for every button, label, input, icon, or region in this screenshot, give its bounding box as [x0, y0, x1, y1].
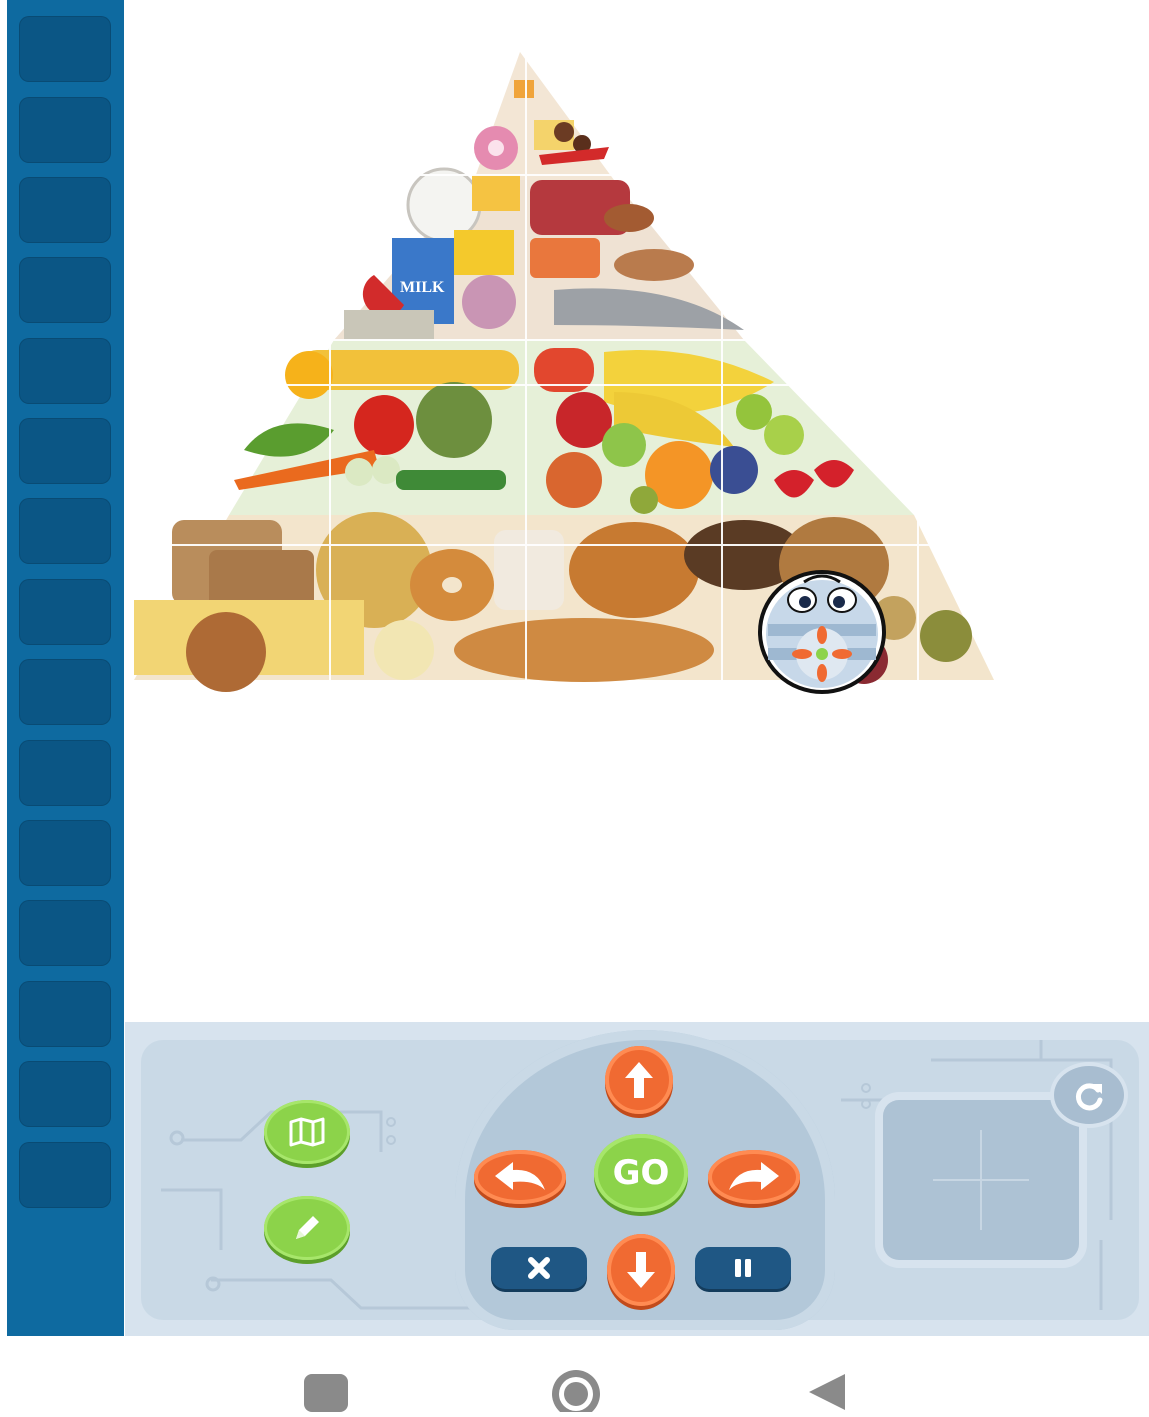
triangle-back-icon	[805, 1372, 849, 1412]
program-slot[interactable]	[19, 820, 111, 886]
reset-button[interactable]	[1054, 1066, 1124, 1124]
food-pyramid-mat[interactable]	[134, 40, 994, 700]
program-slot[interactable]	[19, 16, 111, 82]
home-button[interactable]	[548, 1370, 604, 1412]
clear-button[interactable]	[491, 1247, 587, 1289]
android-nav-bar	[0, 1336, 1149, 1412]
program-slot[interactable]	[19, 659, 111, 725]
circle-icon	[548, 1370, 604, 1412]
close-icon	[526, 1255, 552, 1281]
recents-button[interactable]	[304, 1374, 348, 1412]
pause-icon	[730, 1255, 756, 1281]
program-slot[interactable]	[19, 257, 111, 323]
pause-button[interactable]	[695, 1247, 791, 1289]
program-slot[interactable]	[19, 177, 111, 243]
edit-button[interactable]	[264, 1196, 350, 1260]
refresh-icon	[1072, 1078, 1106, 1112]
program-slot[interactable]	[19, 900, 111, 966]
program-slot[interactable]	[19, 97, 111, 163]
go-button[interactable]	[594, 1134, 688, 1212]
program-slot[interactable]	[19, 579, 111, 645]
pencil-icon	[290, 1211, 324, 1245]
backward-button[interactable]	[607, 1234, 675, 1306]
preview-crosshair	[883, 1100, 1079, 1260]
arrow-down-icon	[624, 1250, 658, 1290]
bee-bot-icon[interactable]	[752, 562, 892, 694]
program-slot[interactable]	[19, 1142, 111, 1208]
turn-left-icon	[493, 1160, 547, 1194]
program-slot[interactable]	[19, 740, 111, 806]
map-button[interactable]	[264, 1100, 350, 1164]
go-label: GO	[612, 1153, 670, 1193]
program-slot[interactable]	[19, 498, 111, 564]
forward-button[interactable]	[605, 1046, 673, 1114]
preview-box	[883, 1100, 1079, 1260]
milk-carton-label: MILK	[400, 279, 445, 296]
arrow-up-icon	[622, 1060, 656, 1100]
back-button[interactable]	[805, 1372, 849, 1412]
turn-left-button[interactable]	[474, 1150, 566, 1204]
program-slot[interactable]	[19, 981, 111, 1047]
map-icon	[288, 1117, 326, 1147]
program-sidebar	[7, 0, 124, 1336]
program-slot[interactable]	[19, 1061, 111, 1127]
turn-right-button[interactable]	[708, 1150, 800, 1204]
turn-right-icon	[727, 1160, 781, 1194]
program-slot[interactable]	[19, 418, 111, 484]
program-slot[interactable]	[19, 338, 111, 404]
